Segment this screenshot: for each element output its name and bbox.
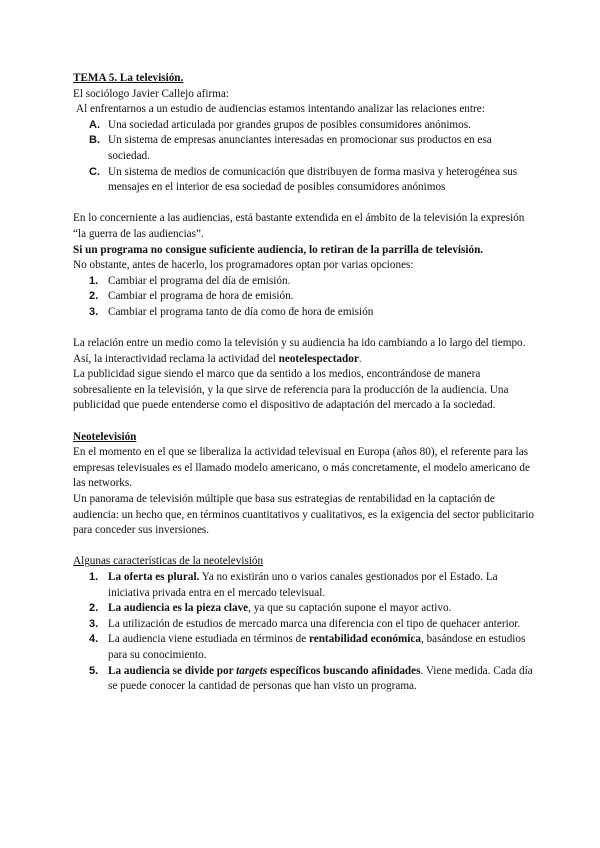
list-item-text-end: , basándose en estudios para su conocimiento. [108,633,526,661]
targets-term: targets [236,664,268,677]
list-item-text: , ya que su captación supone el mayor activo. [248,602,452,615]
list-item-bold: rentabilidad económica [308,633,421,646]
list-item-text: Cambiar el programa del día de emisión. [108,274,291,287]
list-item-text: . Viene medida. Cada día se puede conocer la cantidad de personas que han visto un programa. [108,664,533,693]
list-item [73,632,535,663]
list-item-text: La utilización de estudios de mercado marca una diferencia con el tipo de quehacer anterior. [108,617,521,630]
list-marker: B. [89,134,100,147]
caracteristicas-list [73,570,535,695]
relacion-paragraph [73,336,535,367]
intro-paragraph: El sociólogo Javier Callejo afirma: [73,87,229,100]
list-item-text: Un sistema de medios de comunicación que distribuyen de forma masiva y heterogénea sus mensajes en el interior de esa sociedad de posibles consumidores anónimos [108,165,518,194]
list-item-text: Una sociedad articulada por grandes grupos de posibles consumidores anónimos. [108,118,471,131]
list-item [73,289,535,305]
list-item-text: Cambiar el programa tanto de día como de hora de emisión [108,305,374,318]
list-marker: C. [89,165,100,178]
section-heading-caracteristicas: Algunas características de la neotelevisión [73,555,264,568]
list-item-text: La audiencia viene estudiada en términos de [108,633,309,646]
list-item [73,133,535,164]
document-page [73,71,535,695]
list-item [73,165,535,196]
section-heading-neotelevision: Neotelevisión [73,430,137,443]
list-item [73,601,535,617]
list-item [73,617,535,633]
document-title: TEMA 5. La televisión. [73,72,184,84]
neotelespectador-term: neotelespectador [278,352,359,365]
list-item [73,118,535,134]
list-item [73,664,535,695]
neotv-paragraph: En el momento en el que se liberaliza la actividad televisual en Europa (años 80), el referente para las empresas televisuales es el llamado modelo americano, o más concretamente, el modelo americano de las networks. [73,446,530,490]
list-marker: 1. [89,571,99,583]
relacion-text-end: . [358,352,362,365]
guerra-paragraph: En lo concerniente a las audiencias, está bastante extendida en el ámbito de la televisión la expresión “la guerra de las audiencias”. [73,212,525,240]
list-item-text: Cambiar el programa de hora de emisión. [108,290,294,303]
list-marker: 1. [89,274,99,287]
guerra-paragraph: No obstante, antes de hacerlo, los programadores optan por varias opciones: [73,259,414,272]
audience-relations-list [73,118,535,196]
list-marker: 3. [89,617,99,630]
list-marker: 2. [89,602,99,615]
list-item-bold: La oferta es plural. [108,571,200,583]
list-marker: 3. [89,305,99,318]
guerra-bold-statement: Si un programa no consigue suficiente audiencia, lo retiran de la parrilla de televisión. [73,243,484,256]
list-marker: 5. [89,664,99,677]
list-item [73,570,535,601]
relacion-text: La relación entre un medio como la televisión y su audiencia ha ido cambiando a lo largo del tiempo. Así, la interactividad reclama la actividad del [73,337,526,365]
list-item-text: Un sistema de empresas anunciantes interesadas en promocionar sus productos en esa sociedad. [108,134,492,162]
list-item-bold: La audiencia es la pieza clave [108,602,249,615]
publicidad-paragraph: La publicidad sigue siendo el marco que da sentido a los medios, encontrándose de manera sobresaliente en la televisión, y la que sirve de referencia para la producción de la audiencia. Una publicidad que puede entenderse como el dispositivo de adaptación del mercado a la sociedad. [73,368,509,412]
programming-options-list [73,274,535,321]
list-item-bold: La audiencia se divide por [108,664,237,677]
intro-paragraph: Al enfrentarnos a un estudio de audiencias estamos intentando analizar las relaciones entre: [76,103,485,116]
list-item [73,274,535,290]
list-item-text: Ya no existirán uno o varios canales gestionados por el Estado. La iniciativa privada entra en el mercado televisual. [108,571,498,599]
neotv-paragraph: Un panorama de televisión múltiple que basa sus estrategias de rentabilidad en la captación de audiencia: un hecho que, en términos cuantitativos y cualitativos, es la exigencia del sector publicitario para conceder sus inversiones. [73,493,535,537]
list-marker: A. [89,118,100,131]
list-item [73,305,535,321]
list-item-bold-2: específicos buscando afinidades [267,664,421,677]
list-marker: 2. [89,290,99,303]
list-marker: 4. [89,633,99,646]
